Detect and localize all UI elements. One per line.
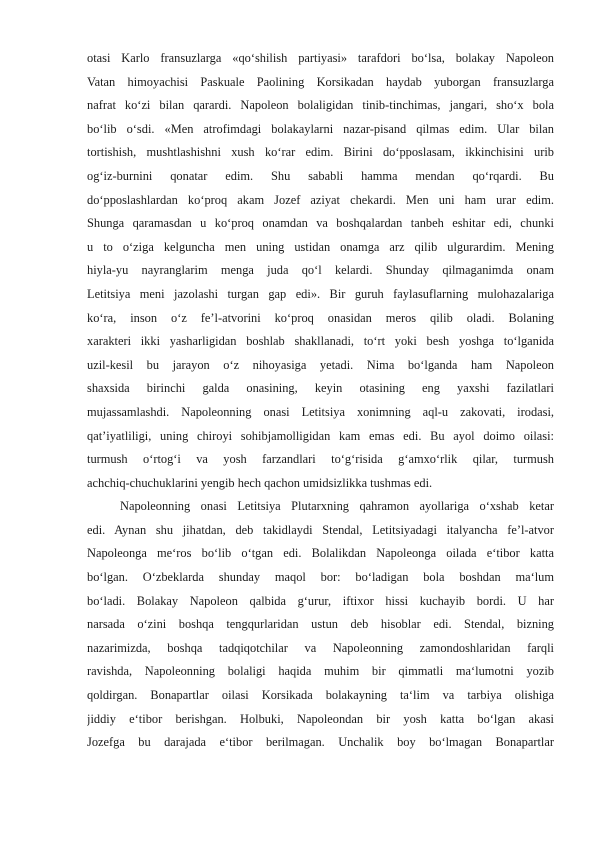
text-line: og‘iz-burnini qonatar edim. Shu sababli hamma mendan qo‘rqardi. Bu	[87, 168, 554, 183]
text-line: bo‘ladi. Bolakay Napoleon qalbida g‘urur, iftixor hissi kuchayib bordi. U har	[87, 593, 554, 608]
text-line: Letitsiya meni jazolashi turgan gap edi». Bir guruh faylasuflarning mulohazalariga	[87, 286, 554, 301]
text-line: hiyla-yu nayranglarim menga juda qo‘l kelardi. Shunday qilmaganimda onam	[87, 263, 554, 278]
text-line: Napoleonning onasi Letitsiya Plutarxning qahramon ayollariga o‘xshab ketar	[120, 499, 554, 514]
text-line: bo‘lgan. O‘zbeklarda shunday maqol bor: bo‘ladigan bola boshdan ma‘lum	[87, 570, 554, 585]
text-line: qoldirgan. Bonapartlar oilasi Korsikada bolakayning ta‘lim va tarbiya olishiga	[87, 688, 554, 703]
text-line: shaxsida birinchi galda onasining, keyin otasining eng yaxshi fazilatlari	[87, 381, 554, 396]
body-text	[87, 47, 554, 755]
text-line: do‘pposlashlardan ko‘proq akam Jozef aziyat chekardi. Men uni ham urar edim.	[87, 192, 554, 207]
text-line: nazarimizda, boshqa tadqiqotchilar va Napoleonning zamondoshlaridan farqli	[87, 640, 554, 655]
text-line: jiddiy e‘tibor berishgan. Holbuki, Napoleondan bir yosh katta bo‘lgan akasi	[87, 711, 554, 726]
text-line: edi. Aynan shu jihatdan, deb takidlaydi Stendal, Letitsiyadagi italyancha fe’l-atvor	[87, 522, 554, 537]
text-line: u to o‘ziga kelguncha men uning ustidan onamga arz qilib ulgurardim. Mening	[87, 239, 554, 254]
text-line: bo‘lib o‘sdi. «Men atrofimdagi bolakaylarni nazar-pisand qilmas edim. Ular bilan	[87, 121, 554, 136]
text-line: ravishda, Napoleonning bolaligi haqida muhim bir qimmatli ma‘lumotni yozib	[87, 664, 554, 679]
paragraph	[87, 47, 554, 495]
text-line: Napoleonga me‘ros bo‘lib o‘tgan edi. Bolalikdan Napoleonga oilada e‘tibor katta	[87, 546, 554, 561]
text-line: Jozefga bu darajada e‘tibor berilmagan. Unchalik boy bo‘lmagan Bonapartlar	[87, 735, 554, 750]
text-line: ko‘ra, inson o‘z fe’l-atvorini ko‘proq onasidan meros qilib oladi. Bolaning	[87, 310, 554, 325]
text-line: Shunga qaramasdan u ko‘proq onamdan va boshqalardan tanbeh eshitar edi, chunki	[87, 216, 554, 231]
text-line: xarakteri ikki yasharligidan boshlab shakllanadi, to‘rt yoki besh yoshga to‘lganida	[87, 334, 554, 349]
text-line: qat’iyatliligi, uning chiroyi sohibjamolligidan kam emas edi. Bu ayol doimo oilasi:	[87, 428, 554, 443]
text-line: uzil-kesil bu jarayon o‘z nihoyasiga yetadi. Nima bo‘lganda ham Napoleon	[87, 357, 554, 372]
text-line: narsada o‘zini boshqa tengqurlaridan ustun deb hisoblar edi. Stendal, bizning	[87, 617, 554, 632]
text-line: turmush o‘rtog‘i va yosh farzandlari to‘g‘risida g‘amxo‘rlik qilar, turmush	[87, 452, 554, 467]
text-line: tortishish, mushtlashishni xush ko‘rar edim. Birini do‘pposlasam, ikkinchisini urib	[87, 145, 554, 160]
text-line: Vatan himoyachisi Paskuale Paolining Korsikadan haydab yuborgan fransuzlarga	[87, 74, 554, 89]
text-line: mujassamlashdi. Napoleonning onasi Letitsiya xonimning aql-u zakovati, irodasi,	[87, 404, 554, 419]
text-line: nafrat ko‘zi bilan qarardi. Napoleon bolaligidan tinib-tinchimas, jangari, sho‘x bola	[87, 98, 554, 113]
text-line: achchiq-chuchuklarini yengib hech qachon umidsizlikka tushmas edi.	[87, 475, 433, 490]
paragraph	[87, 495, 554, 755]
text-line: otasi Karlo fransuzlarga «qo‘shilish partiyasi» tarafdori bo‘lsa, bolakay Napoleon	[87, 51, 554, 65]
